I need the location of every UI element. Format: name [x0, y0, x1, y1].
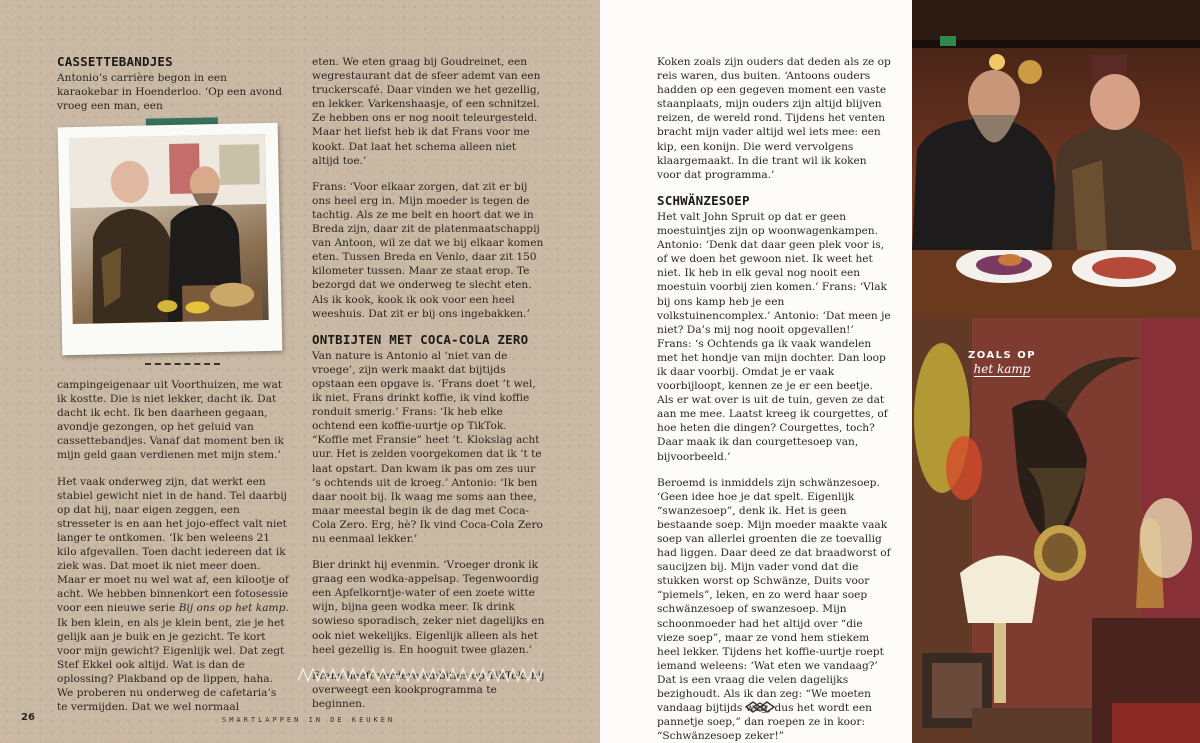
- photo-two-men-cooking: [69, 134, 269, 324]
- body-text: Van nature is Antonio al ‘niet van de vroege’, zijn werk maakt dat bijtijds opstaan een opgave is. ‘Frans doet ’t wel, ik niet. Frans drinkt koffie, ik vind koffie ronduit smerig.’ Frans: ‘Ik heb elke ochtend een koffie-uurtje op TikTok. “Koffie met Fransie” heet ’t. Klokslag acht uur. Het is zelden voorgekomen dat ik ’t te laat opstart. Dan kwam ik pas om zes uur ’s ochtends uit de kroeg.’ Antonio: ‘Ik ben daar nooit bij. Ik waag me soms aan thee, maar meestal begin ik de dag met Coca-Cola Zero. Erg, hè? Ik vind Coca-Cola Zero nu eenmaal lekker.’: [312, 349, 543, 545]
- page-number: 26: [21, 712, 35, 723]
- section-heading-ontbijten: ONTBIJTEN MET COCA-COLA ZERO: [312, 331, 529, 347]
- section-heading-cassettebandjes: CASSETTEBANDJES: [57, 54, 173, 69]
- caption-script-text: het kamp: [973, 362, 1031, 376]
- body-text: Bier drinkt hij evenmin. ‘Vroeger dronk ik graag een wodka-appelsap. Tegenwoordig een Apfelkorntje-water of een zoete witte wijn, bijna geen wodka meer. Ik drink sowieso sporadisch, zeker niet dagelijks en ook niet wekelijks. Eigenlijk alleen als het heel gezellig is. En hooguit twee glazen.’: [312, 559, 545, 656]
- body-text: campingeigenaar uit Voorthuizen, me wat ik kostte. Die is niet lekker, dacht ik. Dat dacht ik echt. Ik ben daarheen gegaan, avondje gezongen, op het geluid van cassettebandjes. Vanaf dat moment ben ik mijn geld gaan verdienen met mijn stem.’: [57, 379, 284, 462]
- body-text: Koken zoals zijn ouders dat deden als ze op reis waren, dus buiten. ‘Antoons ouders hadden op een gegeven moment een vaste staanplaats, mijn ouders zijn altijd blijven reizen, de wereld rond. Tijdens het venten bracht mijn vader altijd wel iets mee: een kip, een konijn. Die werd vervolgens klaargemaakt. In die trant wil ik koken voor dat programma.’: [657, 56, 891, 181]
- diamond-ornament: [745, 701, 775, 713]
- body-text-p2: [57, 475, 289, 715]
- left-column-1-top: [57, 55, 289, 113]
- body-text: Beroemd is inmiddels zijn schwänzesoep. ‘Geen idee hoe je dat spelt. Eigenlijk “swanzesoep”, denk ik. Het is geen bestaande soep. Mijn moeder maakte vaak soep van allerlei groenten die ze toevallig had liggen. Daar deed ze dat braadworst of saucijzen bij. Mijn vader vond dat die stukken worst op Schwänze, Duits voor “piemels”, leken, en zo werd haar soep schwänzesoep of swanzesoep. Mijn schoonmoeder had het altijd over “die vieze soep”, maar ze vond hem stiekem heel lekker. Tijdens het koffie-uurtje roept iemand weleens: ‘Wat eten we vandaag?’ Dat is een vraag die velen dagelijks bezighoudt. Als ik dan zeg: “We moeten vandaag bijtijds weg, dus het wordt een pannetje soep,” dan roepen ze in koor: “Schwänzesoep zeker!”: [657, 476, 891, 743]
- photo-goat-head-interior: [912, 318, 1200, 743]
- photo-men-at-dinner-table: [912, 0, 1200, 318]
- body-text-span: Ik ben klein, en als je klein bent, zie je het gelijk aan je buik en je gezicht. Te kort voor mijn gewicht? Eigenlijk wel. Dat zegt Stef Ekkel ook altijd. Wat is dan de oplossing? Plakband op de lippen, haha. We proberen nu onderweg de cafetaria’s te vermijden. Dat we wel normaal: [57, 616, 285, 714]
- left-column-1-bottom: [57, 378, 289, 714]
- caption-line-1: ZOALS OP: [967, 350, 1037, 361]
- body-text: Antonio’s carrière begon in een karaokebar in Hoenderloo. ‘Op een avond vroeg een man, een: [57, 72, 283, 113]
- series-title: Bij ons op het kamp.: [178, 602, 289, 615]
- body-text: Frans heeft verdere ambities op TikTok: hij overweegt een kookprogramma te beginnen.: [312, 669, 545, 710]
- body-text: Frans: ‘Voor elkaar zorgen, dat zit er bij ons heel erg in. Mijn moeder is tegen de tachtig. Als ze me belt en hoort dat we in Breda zijn, daar zit de platenmaatschappij van Antoon, wil ze dat we bij elkaar komen eten. Tussen Breda en Venlo, daar zit 150 kilometer tussen. Maar ze staat erop. Te bezorgd dat we onderweg te slecht eten. Als ik kook, kook ik ook voor een heel weeshuis. Dat zit er bij ons ingebakken.’: [312, 180, 544, 320]
- left-column-2: [312, 55, 546, 711]
- polaroid-photo: [58, 123, 283, 356]
- section-heading-schwanzesoep: SCHWÄNZESOEP: [657, 192, 750, 208]
- body-text-span: Het vaak onderweg zijn, dat werkt een stabiel gewicht niet in de hand. Tel daarbij op dat hij, naar eigen zeggen, een stresseter is en aan het jojo-effect valt niet langer te ontkomen. ‘Ik ben weleens 21 kilo afgevallen. Toen dacht iedereen dat ik ziek was. Dat moet ik niet meer doen. Maar er moet nu wel wat af, een kilootje of acht. We hebben binnenkort een fotosessie voor een nieuwe serie: [57, 475, 289, 615]
- zigzag-ornament: [298, 665, 543, 685]
- running-footer: SMARTLAPPEN IN DE KEUKEN: [222, 716, 396, 724]
- dashed-divider: [145, 363, 220, 365]
- body-text: eten. We eten graag bij Goudreinet, een wegrestaurant dat de sfeer ademt van een truckerscafé. Daar vinden we het gezellig, en lekker. Varkenshaasje, of een schnitzel. Ze hebben ons er nog nooit teleurgesteld. Maar het liefst heb ik dat Frans voor me kookt. Dat laat het schema alleen niet altijd toe.’: [312, 56, 541, 167]
- photo-caption: [962, 350, 1042, 376]
- right-column: [657, 55, 891, 743]
- body-text: Het valt John Spruit op dat er geen moestuintjes zijn op woonwagenkampen. Antonio: ‘Denk dat daar geen plek voor is, of we doen het gewoon niet. Ik weet het niet. Ik heb in elk geval nog nooit een moestuin voorbij zien komen.’ Frans: ‘Vlak bij ons kamp heb je een volkstuinencomplex.’ Antonio: ‘Dat meen je niet? Da’s mij nog nooit opgevallen!’ Frans: ‘s Ochtends ga ik vaak wandelen met het hondje van mijn dochter. Dan loop ik daar voorbij. Omdat je er vaak voorbijloopt, kennen ze je er een beetje. Als er wat over is uit de tuin, geven ze dat aan me mee. Laatst kreeg ik courgettes, of hoe heten die dingen? Courgettes, toch? Daar maak ik dan courgettesoep van, bijvoorbeeld.’: [657, 210, 891, 463]
- caption-line-2: [962, 362, 1042, 376]
